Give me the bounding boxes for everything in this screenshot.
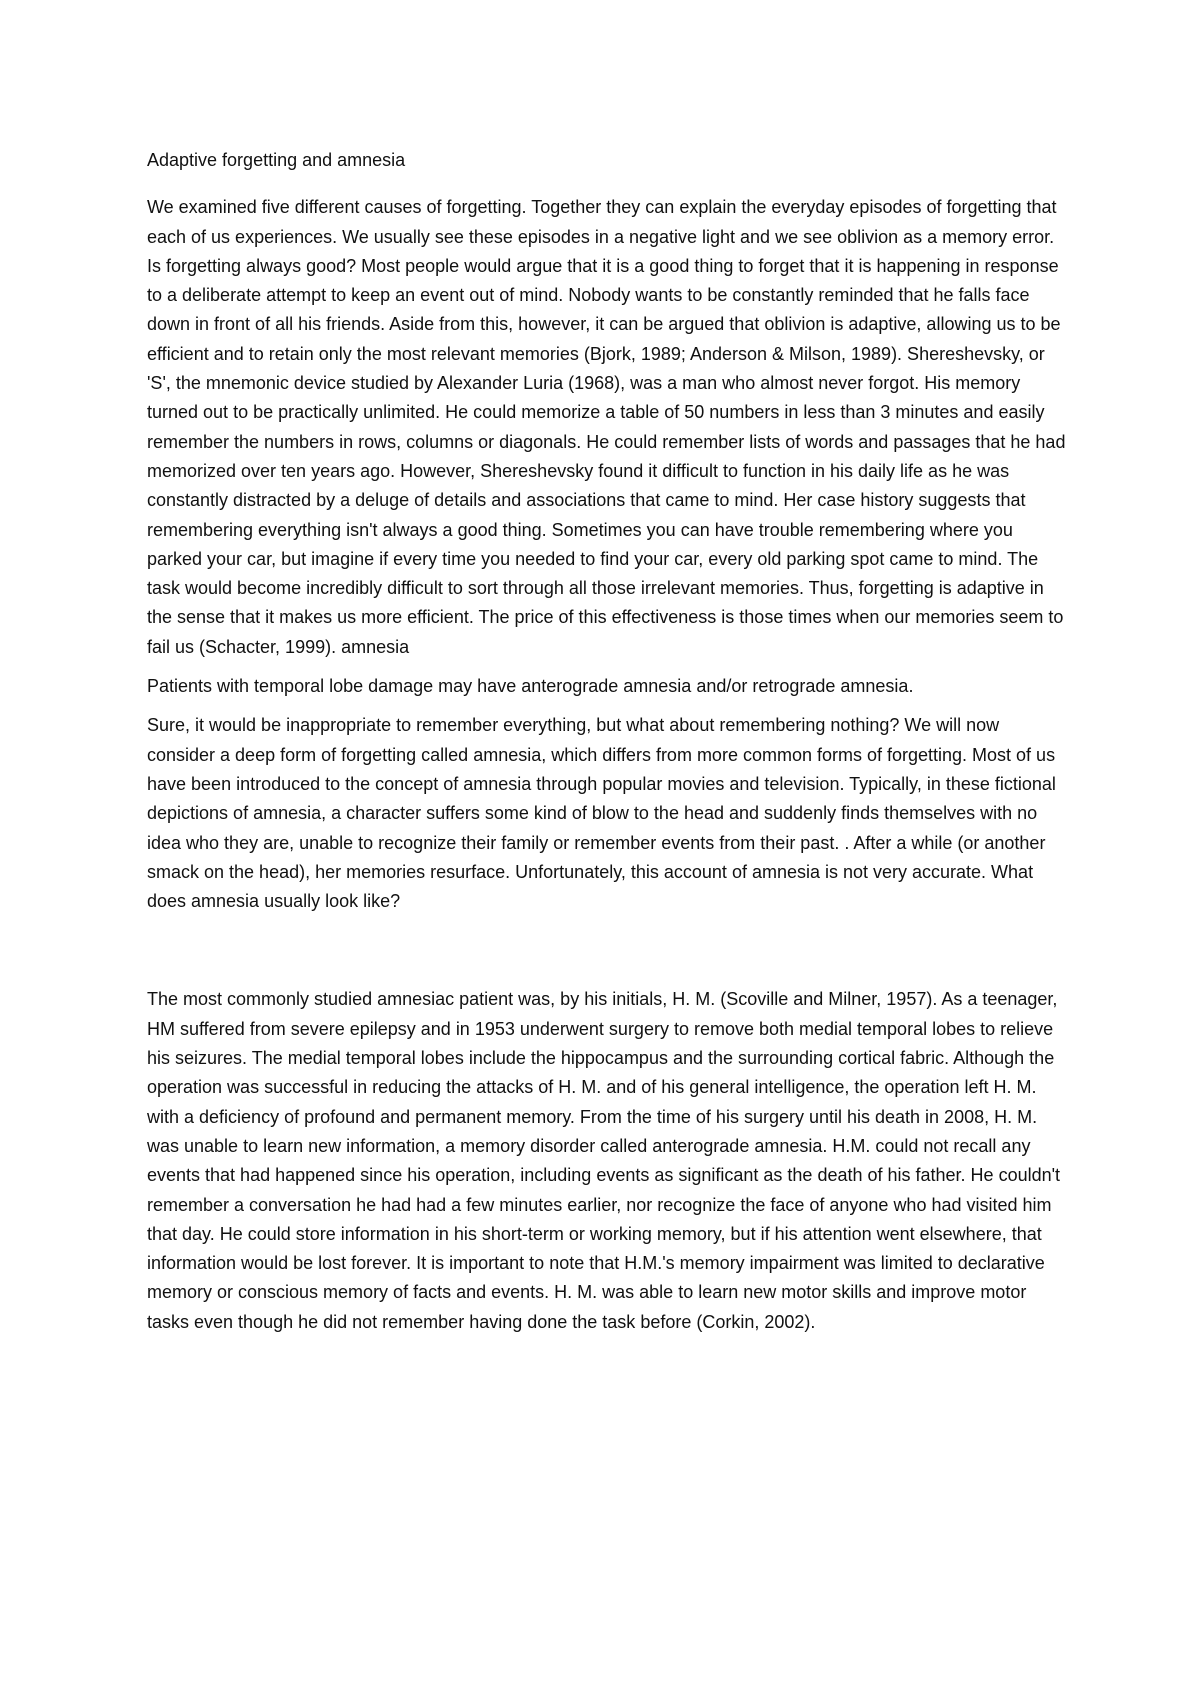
paragraph-temporal-lobe: Patients with temporal lobe damage may have anterograde amnesia and/or retrograde amnesia.: [147, 676, 914, 697]
document-title: Adaptive forgetting and amnesia: [147, 150, 406, 170]
paragraph-amnesia-intro: Sure, it would be inappropriate to remember everything, but what about remembering nothing? We will now consider a deep form of forgetting called amnesia, which differs from more common forms of forgetting. Most of us have been introduced to the concept of amnesia through popular movies and television. Typically, in these fictional depictions of amnesia, a character suffers some kind of blow to the head and suddenly finds themselves with no idea who they are, unable to recognize their family or remember events from their past. . After a while (or another smack on the head), her memories resurface. Unfortunately, this account of amnesia is not very accurate. What does amnesia usually look like?: [147, 715, 1056, 912]
paragraph-hm-case: The most commonly studied amnesiac patient was, by his initials, H. M. (Scoville and Milner, 1957). As a teenager, HM suffered from severe epilepsy and in 1953 underwent surgery to remove both medial temporal lobes to relieve his seizures. The medial temporal lobes include the hippocampus and the surrounding cortical fabric. Although the operation was successful in reducing the attacks of H. M. and of his general intelligence, the operation left H. M. with a deficiency of profound and permanent memory. From the time of his surgery until his death in 2008, H. M. was unable to learn new information, a memory disorder called anterograde amnesia. H.M. could not recall any events that had happened since his operation, including events as significant as the death of his father. He couldn't remember a conversation he had had a few minutes earlier, nor recognize the face of anyone who had visited him that day. He could store information in his short-term or working memory, but if his attention went elsewhere, that information would be lost forever. It is important to note that H.M.'s memory impairment was limited to declarative memory or conscious memory of facts and events. H. M. was able to learn new motor skills and improve motor tasks even though he did not remember having done the task before (Corkin, 2002).: [147, 989, 1061, 1332]
paragraph-adaptive-forgetting: We examined five different causes of forgetting. Together they can explain the everyday episodes of forgetting that each of us experiences. We usually see these episodes in a negative light and we see oblivion as a memory error. Is forgetting always good? Most people would argue that it is a good thing to forget that it is happening in response to a deliberate attempt to keep an event out of mind. Nobody wants to be constantly reminded that he falls face down in front of all his friends. Aside from this, however, it can be argued that oblivion is adaptive, allowing us to be efficient and to retain only the most relevant memories (Bjork, 1989; Anderson & Milson, 1989). Shereshevsky, or 'S', the mnemonic device studied by Alexander Luria (1968), was a man who almost never forgot. His memory turned out to be practically unlimited. He could memorize a table of 50 numbers in less than 3 minutes and easily remember the numbers in rows, columns or diagonals. He could remember lists of words and passages that he had memorized over ten years ago. However, Shereshevsky found it difficult to function in his daily life as he was constantly distracted by a deluge of details and associations that came to mind. Her case history suggests that remembering everything isn't always a good thing. Sometimes you can have trouble remembering where you parked your car, but imagine if every time you needed to find your car, every old parking spot came to mind. The task would become incredibly difficult to sort through all those irrelevant memories. Thus, forgetting is adaptive in the sense that it makes us more efficient. The price of this effectiveness is those times when our memories seem to fail us (Schacter, 1999). amnesia: [147, 197, 1066, 657]
